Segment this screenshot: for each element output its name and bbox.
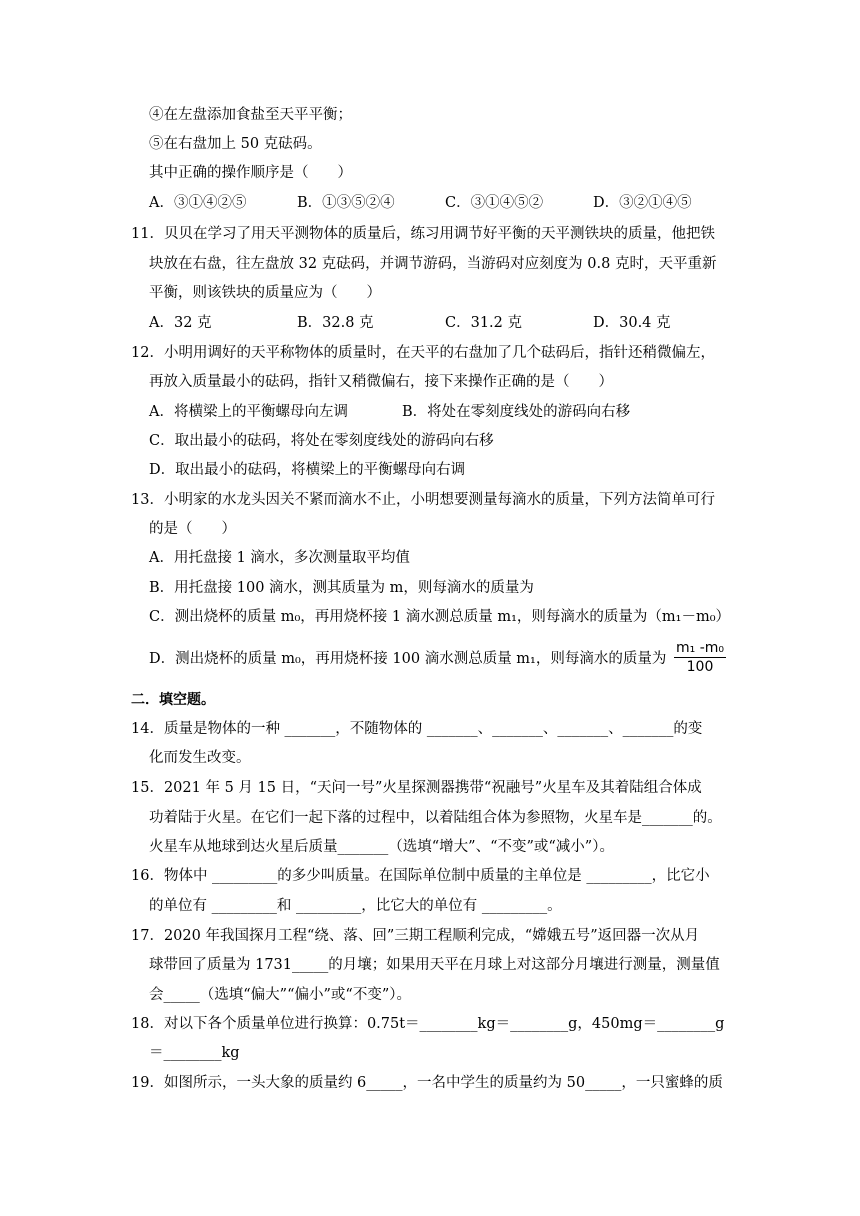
q17-stem-line2: 球带回了质量为 1731_____的月壤；如果用天平在月球上对这部分月壤进行测量，测量值 xyxy=(149,957,720,973)
q14-stem-line2: 化而发生改变。 xyxy=(149,750,251,766)
q12-stem-line1: 12．小明用调好的天平称物体的质量时，在天平的右盘加了几个砝码后，指针还稍微偏左， xyxy=(131,345,715,361)
q13-option-c: C．测出烧杯的质量 m₀，再用烧杯接 1 滴水测总质量 m₁，则每滴水的质量为（m₁－m₀） xyxy=(149,609,731,625)
q15-stem-line3: 火星车从地球到达火星后质量_______（选填“增大”、“不变”或“减小”）。 xyxy=(149,839,614,855)
q13-option-d: D．测出烧杯的质量 m₀，再用烧杯接 100 滴水测总质量 m₁，则每滴水的质量为 xyxy=(149,651,667,667)
fraction-bar xyxy=(674,657,726,658)
q11-stem-line3: 平衡，则该铁块的质量应为（ ） xyxy=(149,285,381,301)
fraction-denominator: 100 xyxy=(686,659,714,675)
q15-stem-line1: 15．2021 年 5 月 15 日，“天问一号”火星探测器携带“祝融号”火星车及其着陆组合体成 xyxy=(131,780,702,796)
q12-stem-line2: 再放入质量最小的砝码，指针又稍微偏右，接下来操作正确的是（ ） xyxy=(149,374,613,390)
fraction-numerator: m₁ -m₀ xyxy=(676,640,725,656)
q12-option-a: A．将横梁上的平衡螺母向左调 xyxy=(149,404,348,420)
q11-stem-line1: 11．贝贝在学习了用天平测物体的质量后，练习用调节好平衡的天平测铁块的质量，他把铁 xyxy=(131,226,715,242)
q11-option-d: D．30.4 克 xyxy=(593,315,671,331)
q13-stem-line1: 13．小明家的水龙头因关不紧而滴水不止，小明想要测量每滴水的质量，下列方法简单可行 xyxy=(131,492,715,508)
q12-option-c: C．取出最小的砝码，将处在零刻度线处的游码向右移 xyxy=(149,433,494,449)
q11-stem-line2: 块放在右盘，往左盘放 32 克砝码，并调节游码，当游码对应刻度为 0.8 克时，天平重新 xyxy=(149,256,717,272)
q13-option-a: A．用托盘接 1 滴水，多次测量取平均值 xyxy=(149,550,410,566)
q15-stem-line2: 功着陆于火星。在它们一起下落的过程中，以着陆组合体为参照物，火星车是_______的。 xyxy=(149,810,722,826)
q10-option-b: B．①③⑤②④ xyxy=(297,195,395,211)
q16-stem-line1: 16．物体中 _________的多少叫质量。在国际单位制中质量的主单位是 _________，比它小 xyxy=(131,868,710,884)
q17-stem-line3: 会_____（选填“偏大”“偏小”或“不变”）。 xyxy=(149,987,411,1003)
q17-stem-line1: 17．2020 年我国探月工程“绕、落、回”三期工程顺利完成，“嫦娥五号”返回器一次从月 xyxy=(131,928,700,944)
q13-fraction xyxy=(674,640,726,675)
q13-option-b: B．用托盘接 100 滴水，测其质量为 m，则每滴水的质量为 xyxy=(149,580,534,596)
q11-option-c: C．31.2 克 xyxy=(445,315,522,331)
q14-stem-line1: 14．质量是物体的一种 _______，不随物体的 _______、_______、_______、_______的变 xyxy=(131,721,703,737)
q16-stem-line2: 的单位有 _________和 _________，比它大的单位有 _________。 xyxy=(149,898,562,914)
q18-stem-line2: ＝________kg xyxy=(149,1045,240,1061)
q19-stem-line1: 19．如图所示，一头大象的质量约 6_____，一名中学生的质量约为 50_____，一只蜜蜂的质 xyxy=(131,1075,723,1091)
q10-option-c: C．③①④⑤② xyxy=(445,195,544,211)
section-fill-in-title: 二．填空题。 xyxy=(131,692,215,708)
q12-option-b: B．将处在零刻度线处的游码向右移 xyxy=(402,404,631,420)
q10-step-4: ④在左盘添加食盐至天平平衡； xyxy=(149,107,352,123)
q13-stem-line2: 的是（ ） xyxy=(149,521,236,537)
q18-stem-line1: 18．对以下各个质量单位进行换算：0.75t＝________kg＝________g，450mg＝________g xyxy=(131,1016,725,1032)
q11-option-b: B．32.8 克 xyxy=(297,315,374,331)
q11-option-a: A．32 克 xyxy=(149,315,212,331)
q10-option-d: D．③②①④⑤ xyxy=(593,195,692,211)
q10-step-5: ⑤在右盘加上 50 克砝码。 xyxy=(149,136,322,152)
q12-option-d: D．取出最小的砝码，将横梁上的平衡螺母向右调 xyxy=(149,462,466,478)
q10-prompt: 其中正确的操作顺序是（ ） xyxy=(149,165,352,181)
q10-option-a: A．③①④②⑤ xyxy=(149,195,247,211)
